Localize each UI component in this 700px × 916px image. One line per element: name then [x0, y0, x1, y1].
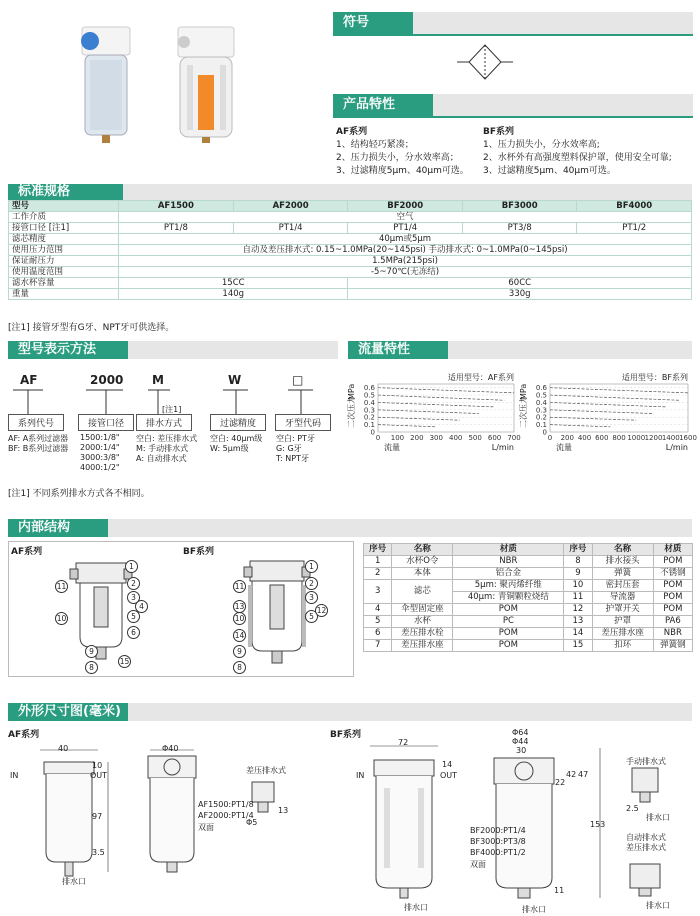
- model-desc: 空白: PT牙: [276, 434, 315, 443]
- model-code-precision: W: [228, 373, 242, 387]
- x-tick-label: 1600: [679, 434, 697, 442]
- callout-number: 12: [316, 606, 327, 615]
- model-note: [注1] 不同系列排水方式各不相同。: [8, 489, 150, 499]
- table-row: 7 差压排水座 POM 15 扣环 弹簧钢: [364, 640, 693, 652]
- drain-label: 排水口: [646, 901, 670, 910]
- dim-label: 13: [278, 806, 289, 815]
- model-desc: AF: A系列过滤器: [8, 434, 69, 443]
- x-axis-label: 流量: [384, 443, 400, 452]
- y-tick-label: 0.1: [363, 421, 375, 430]
- series-code-label: 系列代号: [8, 414, 64, 431]
- af-feature-item: 3、过滤精度5μm、40μm可选。: [336, 166, 469, 176]
- drain-label: 排水口: [404, 903, 428, 912]
- model-desc: 2000:1/4": [80, 443, 120, 452]
- dim-label: 42: [566, 770, 577, 779]
- table-row: 重量 140g 330g: [9, 289, 692, 300]
- drain-label: 排水口: [646, 813, 670, 822]
- bf-internal-title: BF系列: [183, 547, 215, 557]
- port-label: BF4000:PT1/2: [470, 848, 526, 857]
- af-product-image: [81, 27, 130, 143]
- table-row: 滤芯精度 40μm或5μm: [9, 234, 692, 245]
- port-label: 双面: [198, 823, 214, 832]
- drain-code-label: 排水方式: [136, 414, 192, 431]
- series-line: [378, 417, 460, 420]
- callout-number: 11: [234, 582, 245, 591]
- series-line: [550, 395, 679, 400]
- drain-type-label: 手动排水式: [626, 757, 666, 766]
- callout-number: 11: [56, 582, 67, 591]
- series-line: [550, 410, 654, 414]
- features-section-title: 产品特性: [333, 94, 433, 116]
- callout-number: 13: [234, 602, 245, 611]
- y-axis-unit: MPa: [347, 383, 356, 400]
- dim-label: 40: [58, 744, 69, 753]
- dim-label: 14: [442, 760, 453, 769]
- product-photos: [60, 15, 260, 145]
- callout-number: 6: [127, 626, 140, 639]
- dim-label: 11: [554, 886, 565, 895]
- bf-product-image: [178, 27, 234, 143]
- drain-label: 排水口: [62, 877, 86, 886]
- table-row: 序号 名称 材质 序号 名称 材质: [364, 544, 693, 556]
- dim-label: 30: [516, 746, 527, 755]
- dim-label: IN: [10, 771, 19, 780]
- precision-code-label: 过滤精度: [210, 414, 266, 431]
- y-tick-label: 0: [542, 428, 547, 437]
- model-desc: 3000:3/8": [80, 453, 120, 462]
- series-line: [378, 425, 436, 427]
- table-row: 保证耐压力 1.5MPa(215psi): [9, 256, 692, 267]
- drain-type-label: 差压排水式: [626, 843, 666, 852]
- table-row: 2 本体 铝合金 9 弹簧 不锈钢: [364, 568, 693, 580]
- dim-label: OUT: [440, 771, 458, 780]
- table-row: 40μm: 青铜颗粒烧结 11 导流器 POM: [364, 592, 693, 604]
- af-internal-title: AF系列: [11, 547, 43, 557]
- x-axis-unit: L/min: [665, 443, 688, 452]
- parts-table: [363, 543, 693, 652]
- dim-label: 72: [398, 738, 409, 747]
- model-note-tag: [注1]: [162, 405, 182, 414]
- x-tick-label: 200: [410, 434, 424, 442]
- model-desc: 4000:1/2": [80, 463, 120, 472]
- spec-note: [注1] 接管牙型有G牙、NPT牙可供选择。: [8, 323, 175, 333]
- table-row: 型号 AF1500 AF2000 BF2000 BF3000 BF4000: [9, 201, 692, 212]
- table-row: 使用温度范围 -5~70℃(无冻结): [9, 267, 692, 278]
- x-tick-label: 500: [468, 434, 482, 442]
- table-row: 使用压力范围 自动及差压排水式: 0.15~1.0MPa(20~145psi) 手动排水式: 0~1.0MPa(0~145psi): [9, 245, 692, 256]
- bf-feature-item: 2、水杯外有高强度塑料保护罩，使用安全可靠;: [483, 153, 672, 163]
- model-desc: A: 自动排水式: [136, 454, 187, 463]
- x-tick-label: 0: [375, 434, 381, 442]
- symbol-section-title: 符号: [333, 12, 413, 34]
- bf-dims-title: BF系列: [330, 730, 362, 740]
- callout-number: 2: [127, 577, 140, 590]
- callout-number: 10: [56, 614, 67, 623]
- x-tick-label: 100: [390, 434, 405, 442]
- flow-chart-bf: [519, 370, 697, 454]
- model-code-drain: M: [152, 373, 164, 387]
- model-desc: 空白: 40μm级: [210, 434, 263, 443]
- dim-label: 97: [92, 812, 103, 821]
- y-axis-unit: MPa: [519, 383, 528, 400]
- dim-label: Φ44: [512, 737, 529, 746]
- model-desc: W: 5μm级: [210, 444, 249, 453]
- table-row: 工作介质 空气: [9, 212, 692, 223]
- series-line: [378, 395, 504, 400]
- x-tick-label: 400: [449, 434, 463, 442]
- drain-type-label: 差压排水式: [246, 766, 286, 775]
- callout-number: 1: [305, 560, 318, 573]
- y-tick-label: 0.4: [363, 398, 375, 407]
- series-line: [550, 388, 688, 393]
- port-label: BF3000:PT3/8: [470, 837, 526, 846]
- bf-feature-item: 3、过滤精度5μm、40μm可选。: [483, 166, 616, 176]
- drain-label: 排水口: [522, 905, 546, 914]
- y-tick-label: 0.2: [363, 413, 375, 422]
- dim-label: 2.5: [626, 804, 639, 813]
- callout-number: 2: [305, 577, 318, 590]
- x-axis-label: 流量: [556, 443, 572, 452]
- x-tick-label: 800: [612, 434, 626, 442]
- dim-label: Φ64: [512, 728, 529, 737]
- af-features-title: AF系列: [336, 127, 368, 137]
- callout-number: 5: [305, 610, 318, 623]
- dim-label: OUT: [90, 771, 108, 780]
- spec-table: [8, 200, 692, 300]
- model-desc: BF: B系列过滤器: [8, 444, 69, 453]
- model-desc: 空白: 差压排水式: [136, 434, 198, 443]
- x-tick-label: 600: [595, 434, 609, 442]
- y-axis-label: 二次压力: [519, 396, 528, 428]
- callout-number: 3: [127, 591, 140, 604]
- y-tick-label: 0.4: [535, 398, 547, 407]
- bf-feature-item: 1、压力损失小，分水效率高;: [483, 140, 600, 150]
- callout-number: 8: [233, 661, 246, 674]
- series-line: [550, 425, 610, 427]
- dim-label: 10: [92, 761, 103, 770]
- y-tick-label: 0.5: [363, 391, 375, 400]
- callout-number: 15: [119, 657, 130, 666]
- model-desc: G: G牙: [276, 444, 302, 453]
- x-tick-label: 200: [560, 434, 574, 442]
- flow-section-title: 流量特性: [348, 341, 448, 359]
- callout-number: 8: [85, 661, 98, 674]
- af-feature-item: 1、结构轻巧紧凑；: [336, 140, 414, 150]
- y-tick-label: 0.5: [535, 391, 547, 400]
- port-label: 双面: [470, 860, 486, 869]
- x-tick-label: 600: [487, 434, 502, 442]
- series-line: [550, 417, 636, 420]
- dim-label: Φ5: [246, 818, 258, 827]
- dim-label: 22: [555, 778, 566, 787]
- table-row: 1 水杯O令 NBR 8 排水接头 POM: [364, 556, 693, 568]
- chart-title: 适用型号：AF系列: [447, 373, 514, 382]
- model-desc: 1500:1/8": [80, 433, 120, 442]
- x-tick-label: 700: [507, 434, 521, 442]
- af-dims-title: AF系列: [8, 730, 40, 740]
- y-tick-label: 0: [370, 428, 375, 437]
- port-label: BF2000:PT1/4: [470, 826, 526, 835]
- y-tick-label: 0.2: [535, 413, 547, 422]
- x-tick-label: 1400: [661, 434, 680, 442]
- chart-title: 适用型号：BF系列: [621, 373, 688, 382]
- callout-number: 9: [233, 645, 246, 658]
- model-desc: T: NPT牙: [276, 454, 309, 463]
- y-tick-label: 0.3: [363, 406, 375, 415]
- callout-number: 3: [305, 591, 318, 604]
- dims-section-title: 外形尺寸图(毫米): [8, 703, 128, 721]
- port-code-label: 接管口径: [78, 414, 134, 431]
- drain-type-label: 自动排水式: [626, 833, 666, 842]
- model-section-title: 型号表示方法: [8, 341, 128, 359]
- y-axis-label: 二次压力: [347, 396, 356, 428]
- x-axis-unit: L/min: [491, 443, 514, 452]
- table-row: 4 伞型固定座 POM 12 护罩开关 POM: [364, 604, 693, 616]
- table-row: 3 滤芯 5μm: 聚丙烯纤维 10 密封压套 POM: [364, 580, 693, 592]
- dim-label: 3.5: [92, 848, 105, 857]
- x-tick-label: 400: [577, 434, 592, 442]
- bf-features-title: BF系列: [483, 127, 515, 137]
- y-tick-label: 0.6: [363, 384, 375, 393]
- x-tick-label: 0: [547, 434, 553, 442]
- y-tick-label: 0.3: [535, 406, 547, 415]
- model-code-series: AF: [20, 373, 38, 387]
- callout-number: 5: [127, 610, 140, 623]
- callout-number: 9: [85, 645, 98, 658]
- af-feature-item: 2、压力损失小，分水效率高；: [336, 153, 459, 163]
- dim-label: 47: [578, 770, 589, 779]
- model-code-thread: □: [292, 373, 304, 387]
- x-tick-label: 300: [429, 434, 443, 442]
- y-tick-label: 0.1: [535, 421, 547, 430]
- port-label: AF2000:PT1/4: [198, 811, 254, 820]
- port-label: AF1500:PT1/8: [198, 800, 254, 809]
- model-code-port: 2000: [90, 373, 124, 387]
- dim-label: IN: [356, 771, 365, 780]
- dim-label: 153: [590, 820, 606, 829]
- series-line: [378, 402, 495, 406]
- callout-number: 10: [234, 614, 245, 623]
- flow-chart-af: [347, 370, 521, 454]
- x-tick-label: 1000: [627, 434, 646, 442]
- model-desc: M: 手动排水式: [136, 444, 189, 453]
- series-line: [378, 388, 514, 393]
- table-row: 6 差压排水栓 POM 14 差压排水座 NBR: [364, 628, 693, 640]
- dim-label: Φ40: [162, 744, 179, 753]
- thread-code-label: 牙型代码: [275, 414, 331, 431]
- table-row: 接管口径 [注1] PT1/8 PT1/4 PT1/4 PT3/8 PT1/2: [9, 223, 692, 234]
- table-row: 5 水杯 PC 13 护罩 PA6: [364, 616, 693, 628]
- series-line: [550, 402, 666, 406]
- series-line: [378, 410, 479, 414]
- callout-number: 4: [135, 600, 148, 613]
- filter-symbol-icon: [455, 42, 515, 82]
- spec-section-title: 标准规格: [8, 184, 123, 200]
- y-tick-label: 0.6: [535, 384, 547, 393]
- x-tick-label: 1200: [644, 434, 663, 442]
- callout-number: 1: [125, 560, 138, 573]
- callout-number: 14: [234, 631, 245, 640]
- internal-section-title: 内部结构: [8, 519, 108, 537]
- table-row: 滤水杯容量 15CC 60CC: [9, 278, 692, 289]
